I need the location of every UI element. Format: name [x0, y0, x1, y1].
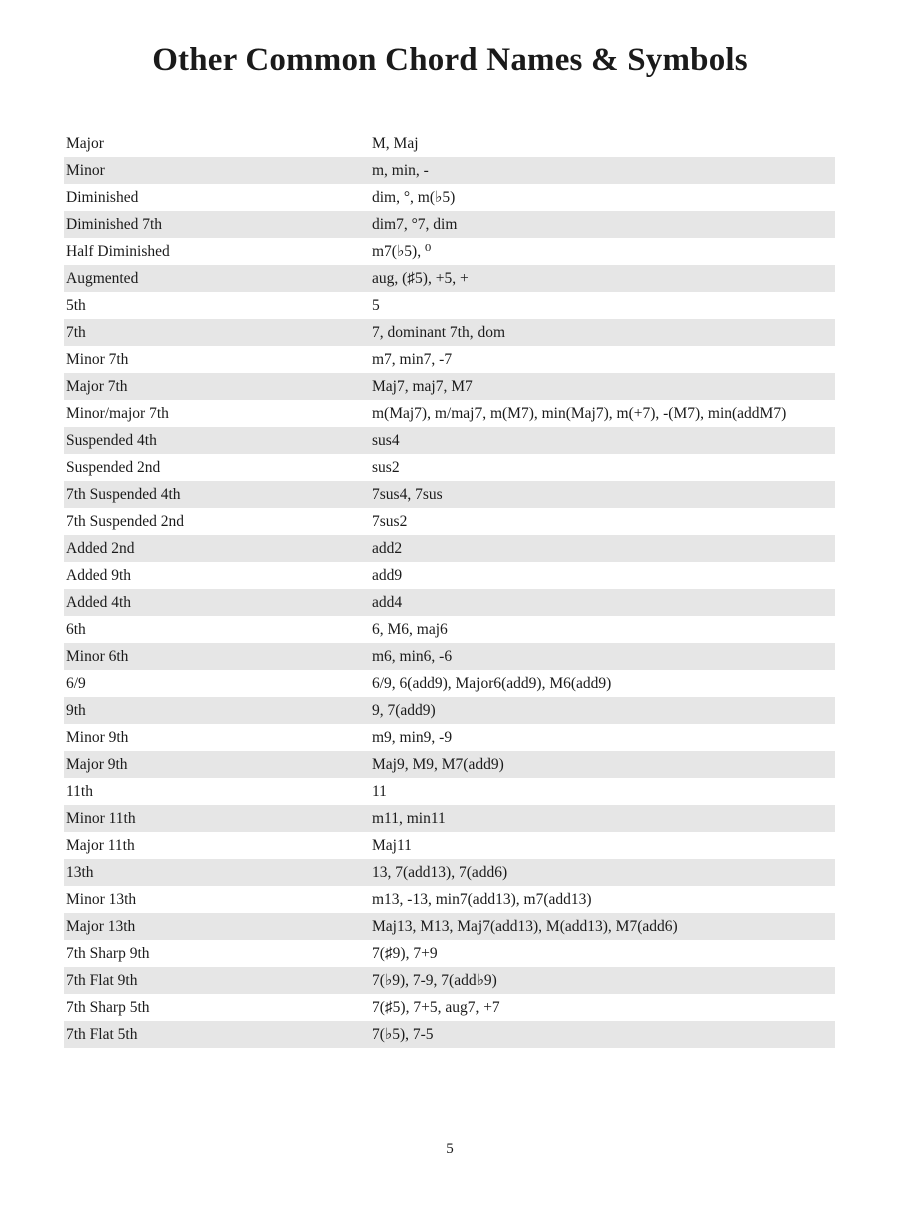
chord-symbols: 7(♭5), 7-5 — [372, 1026, 434, 1043]
chord-name: Major 9th — [66, 755, 128, 773]
chord-row — [64, 616, 835, 643]
chord-name: Added 4th — [66, 593, 132, 611]
chord-row — [64, 967, 835, 994]
chord-name: Minor 13th — [66, 890, 137, 908]
chord-name: Suspended 2nd — [66, 458, 161, 476]
chord-symbols: 13, 7(add13), 7(add6) — [372, 863, 508, 881]
chord-symbols: m7(♭5), ⁰ — [372, 243, 432, 260]
chord-row — [64, 562, 835, 589]
chord-symbols: Maj9, M9, M7(add9) — [372, 755, 504, 773]
chord-symbols: m, min, - — [372, 161, 429, 179]
chord-name: Diminished 7th — [66, 215, 163, 233]
page-number: 5 — [446, 1141, 454, 1157]
chord-symbols: m11, min11 — [372, 809, 446, 827]
chord-name: 6th — [66, 620, 86, 638]
chord-row — [64, 1021, 835, 1048]
chord-row — [64, 238, 835, 265]
chord-name: Major 7th — [66, 377, 128, 395]
chord-symbols: 7sus2 — [372, 512, 408, 530]
chord-row — [64, 994, 835, 1021]
chord-row — [64, 535, 835, 562]
chord-row — [64, 805, 835, 832]
chord-symbols: 6, M6, maj6 — [372, 620, 448, 638]
chord-name: Added 9th — [66, 566, 132, 584]
chord-row — [64, 211, 835, 238]
chord-row — [64, 724, 835, 751]
chord-row — [64, 454, 835, 481]
chord-row — [64, 670, 835, 697]
chord-name: 7th Sharp 9th — [66, 944, 150, 962]
chord-row — [64, 832, 835, 859]
chord-symbols: add9 — [372, 566, 403, 584]
chord-name: 11th — [66, 782, 93, 800]
chord-row — [64, 292, 835, 319]
chord-symbols: 7sus4, 7sus — [372, 485, 443, 503]
chord-symbols: dim7, °7, dim — [372, 215, 458, 233]
chord-name: Major 11th — [66, 836, 135, 854]
chord-row — [64, 400, 835, 427]
chord-symbols: 7, dominant 7th, dom — [372, 323, 506, 341]
chord-name: Major 13th — [66, 917, 136, 935]
chord-name: Minor/major 7th — [66, 404, 169, 422]
chord-symbols: Maj7, maj7, M7 — [372, 377, 473, 395]
page-title: Other Common Chord Names & Symbols — [152, 42, 748, 78]
chord-symbols: add4 — [372, 593, 403, 611]
chord-name: Suspended 4th — [66, 431, 157, 449]
chord-row — [64, 508, 835, 535]
chord-name: Added 2nd — [66, 539, 135, 557]
chord-row — [64, 157, 835, 184]
chord-symbols: 7(♯9), 7+9 — [372, 944, 438, 962]
chord-name: Augmented — [66, 269, 139, 287]
chord-symbols: 9, 7(add9) — [372, 701, 436, 719]
chord-symbols: sus4 — [372, 431, 400, 449]
chord-row — [64, 130, 835, 157]
chord-name: Minor 7th — [66, 350, 129, 368]
chord-name: Minor 9th — [66, 728, 129, 746]
chord-row — [64, 265, 835, 292]
chord-row — [64, 886, 835, 913]
chord-symbols: Maj11 — [372, 836, 412, 854]
chord-symbols: m9, min9, -9 — [372, 728, 453, 746]
chord-row — [64, 913, 835, 940]
chord-row — [64, 697, 835, 724]
chord-symbols: m7, min7, -7 — [372, 350, 453, 368]
chord-name: Half Diminished — [66, 242, 170, 260]
chord-name: 7th Sharp 5th — [66, 998, 150, 1016]
chord-name: Minor 11th — [66, 809, 136, 827]
chord-row — [64, 373, 835, 400]
chord-row — [64, 643, 835, 670]
chord-row — [64, 589, 835, 616]
chord-name: Minor — [66, 161, 105, 179]
chord-symbols: 6/9, 6(add9), Major6(add9), M6(add9) — [372, 674, 612, 692]
chord-symbols: 7(♯5), 7+5, aug7, +7 — [372, 998, 500, 1016]
chord-symbols: dim, °, m(♭5) — [372, 189, 456, 206]
chord-symbols: Maj13, M13, Maj7(add13), M(add13), M7(add6) — [372, 917, 678, 935]
chord-symbols: 5 — [372, 296, 380, 314]
chord-name: Diminished — [66, 188, 139, 206]
chord-table — [64, 130, 835, 1048]
chord-symbols: 7(♭9), 7-9, 7(add♭9) — [372, 972, 497, 989]
chord-name: 7th Suspended 4th — [66, 485, 181, 503]
chord-name: 7th Flat 5th — [66, 1025, 138, 1043]
chord-symbols: m13, -13, min7(add13), m7(add13) — [372, 890, 592, 908]
chord-symbols: m6, min6, -6 — [372, 647, 453, 665]
chord-symbols: m(Maj7), m/maj7, m(M7), min(Maj7), m(+7), -(M7), min(addM7) — [372, 404, 787, 422]
chord-row — [64, 940, 835, 967]
chord-row — [64, 319, 835, 346]
chord-name: 9th — [66, 701, 86, 719]
chord-name: 5th — [66, 296, 86, 314]
chord-row — [64, 184, 835, 211]
chord-row — [64, 751, 835, 778]
chord-row — [64, 778, 835, 805]
chord-name: 7th Suspended 2nd — [66, 512, 184, 530]
chord-symbols: aug, (♯5), +5, + — [372, 269, 469, 287]
chord-name: 7th Flat 9th — [66, 971, 138, 989]
chord-row — [64, 481, 835, 508]
chord-symbols: 11 — [372, 782, 387, 800]
chord-name: Major — [66, 134, 104, 152]
chord-name: 13th — [66, 863, 94, 881]
chord-row — [64, 859, 835, 886]
chord-symbols: sus2 — [372, 458, 400, 476]
chord-row — [64, 346, 835, 373]
chord-symbols: M, Maj — [372, 134, 419, 152]
chord-symbols: add2 — [372, 539, 403, 557]
chord-name: 7th — [66, 323, 86, 341]
chord-row — [64, 427, 835, 454]
chord-name: Minor 6th — [66, 647, 129, 665]
chord-name: 6/9 — [66, 674, 86, 692]
